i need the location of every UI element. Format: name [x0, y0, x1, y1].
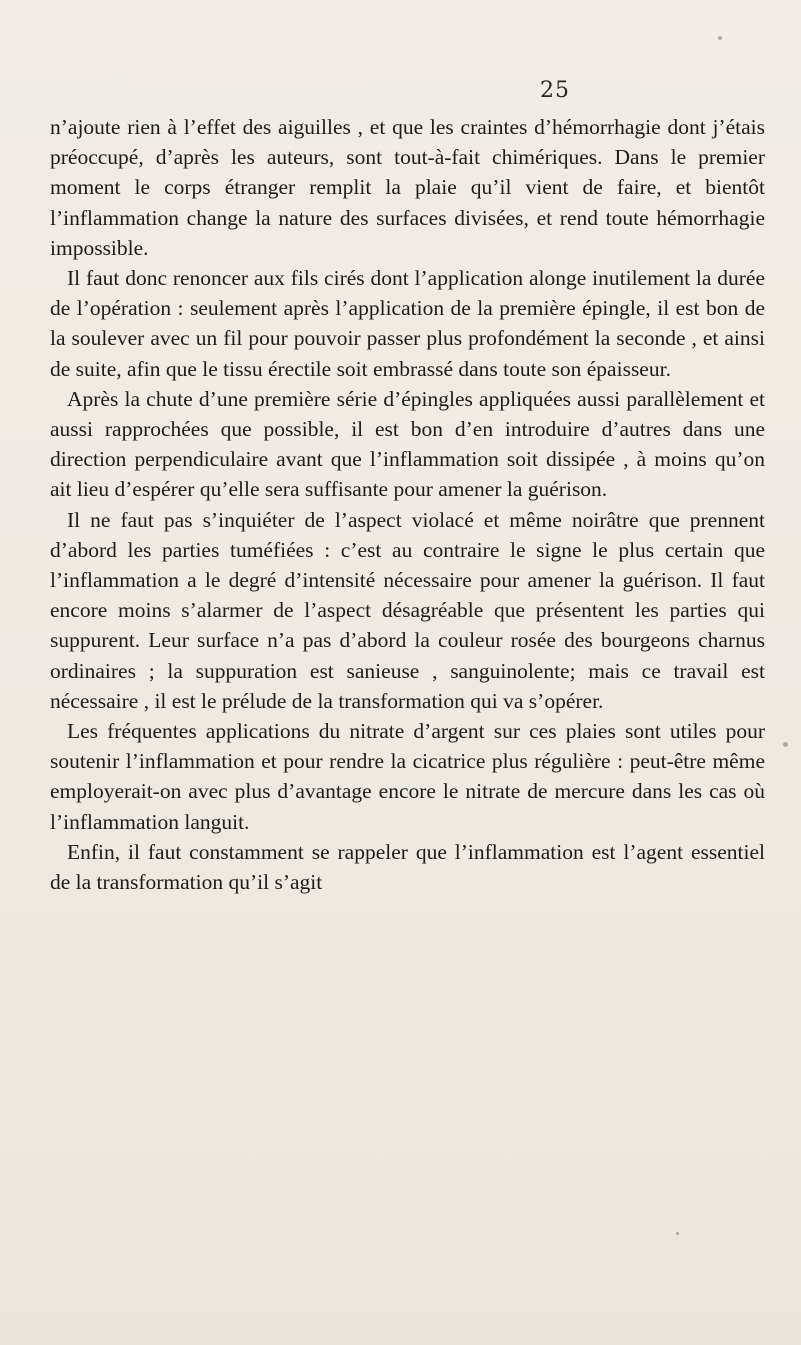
paragraph: Il ne faut pas s’inquiéter de l’aspect violacé et même noirâtre que prennent d’abord les parties tuméfiées : c’est au contraire le signe le plus certain que l’inflammation a le degré d’intensité nécessaire pour amener la guérison. Il faut encore moins s’alarmer de l’aspect désagréable que présentent les parties qui suppurent. Leur surface n’a pas d’abord la couleur rosée des bourgeons charnus ordinaires ; la suppuration est sanieuse , sanguinolente; mais ce travail est nécessaire , il est le prélude de la transformation qui va s’opérer. [50, 507, 765, 713]
paragraph-continuation: n’ajoute rien à l’effet des aiguilles , et que les craintes d’hémorrhagie dont j’étais préoccupé, d’après les auteurs, sont tout-à-fait chimériques. Dans le premier moment le corps étranger remplit la plaie qu’il vient de faire, et bientôt l’inflammation change la nature des surfaces divisées, et rend toute hémorrhagie impossible. [50, 115, 765, 260]
paper-speck [783, 742, 788, 747]
paragraph: Après la chute d’une première série d’épingles appliquées aussi parallèlement et aussi rapprochées que possible, il est bon d’en introduire d’autres dans une direction perpendiculaire avant que l’inflammation soit dissipée , à moins qu’on ait lieu d’espérer qu’elle sera suffisante pour amener la guérison. [50, 386, 765, 502]
paragraph: Il faut donc renoncer aux fils cirés dont l’application alonge inutilement la durée de l’opération : seulement après l’application de la première épingle, il est bon de la soulever avec un fil pour pouvoir passer plus profondément la seconde , et ainsi de suite, afin que le tissu érectile soit embrassé dans toute son épaisseur. [50, 266, 765, 381]
page-text [50, 112, 765, 897]
page-number: 25 [540, 78, 570, 103]
paper-speck [676, 1232, 679, 1235]
paragraph: Enfin, il faut constamment se rappeler que l’inflammation est l’agent essentiel de la transformation qu’il s’agit [50, 839, 765, 895]
paragraph: Les fréquentes applications du nitrate d’argent sur ces plaies sont utiles pour soutenir l’inflammation et pour rendre la cicatrice plus régulière : peut-être même employerait-on avec plus d’avantage encore le nitrate de mercure dans les cas où l’inflammation languit. [50, 719, 765, 834]
paper-speck [718, 36, 722, 40]
